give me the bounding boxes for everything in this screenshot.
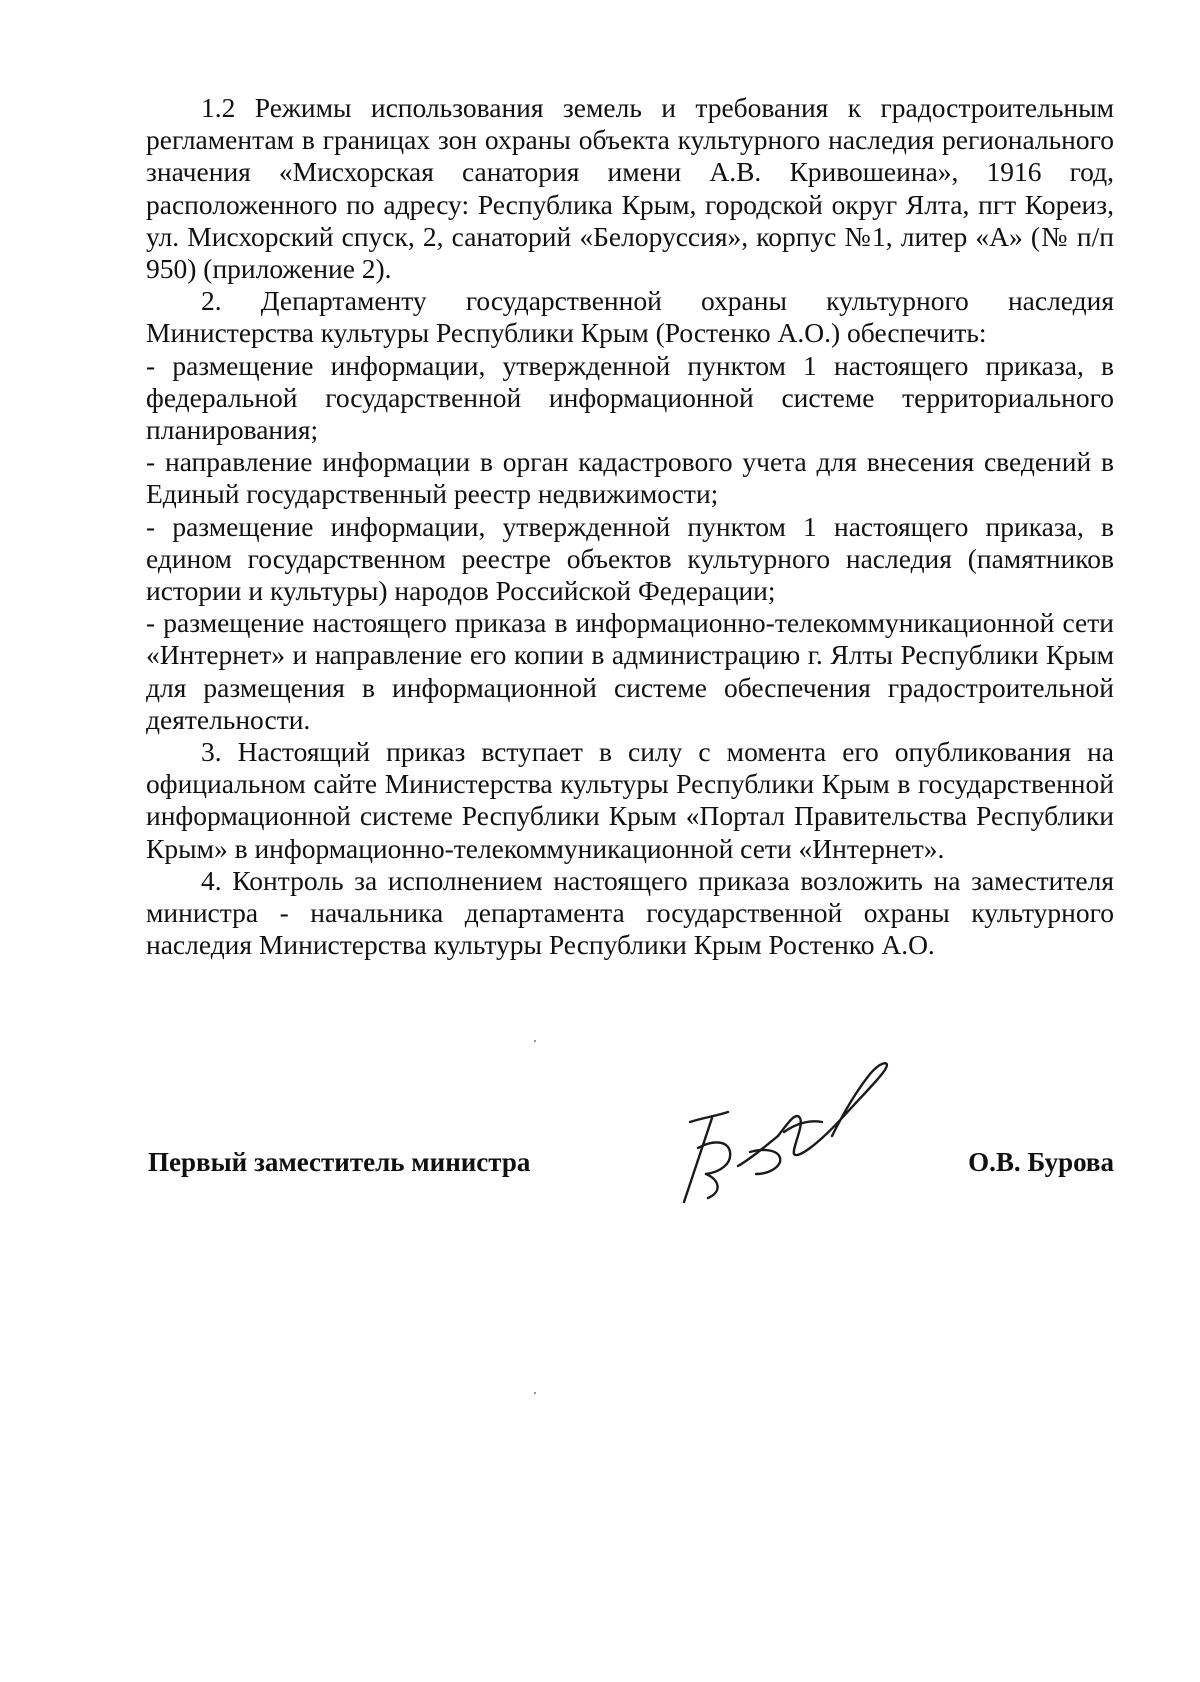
list-item-cadastral-registry: - направление информации в орган кадастрового учета для внесения сведений в Единый государственный реестр недвижимости; [146,446,1114,510]
scan-speck [534,1040,536,1042]
paragraph-1-2-land-use-regimes: 1.2 Режимы использования земель и требования к градостроительным регламентам в границах зон охраны объекта культурного наследия регионального значения «Мисхорская санатория имени А.В. Кривошеина», 1916 год, расположенного по адресу: Республика Крым, городской округ Ялта, пгт Кореиз, ул. Мисхорский спуск, 2, санаторий «Белоруссия», корпус №1, литер «А» (№ п/п 950) (приложение 2). [146,92,1114,285]
paragraph-4-control: 4. Контроль за исполнением настоящего приказа возложить на заместителя министра - начальника департамента государственной охраны культурного наследия Министерства культуры Республики Крым Ростенко А.О. [146,864,1114,961]
list-item-internet-publication: - размещение настоящего приказа в информационно-телекоммуникационной сети «Интернет» и направление его копии в администрацию г. Ялты Республики Крым для размещения в информационной системе обеспечения градостроительной деятельности. [146,607,1114,735]
list-item-heritage-registry: - размещение информации, утвержденной пунктом 1 настоящего приказа, в едином государственном реестре объектов культурного наследия (памятников истории и культуры) народов Российской Федерации; [146,510,1114,607]
document-body [146,92,1114,961]
signatory-position: Первый заместитель министра [148,1147,531,1177]
paragraph-3-entry-into-force: 3. Настоящий приказ вступает в силу с момента его опубликования на официальном сайте Министерства культуры Республики Крым в государственной информационной системе Республики Крым «Портал Правительства Республики Крым» в информационно-телекоммуникационной сети «Интернет». [146,736,1114,864]
list-item-fgis-placement: - размещение информации, утвержденной пунктом 1 настоящего приказа, в федеральной государственной информационной системе территориального планирования; [146,349,1114,446]
signature-block [146,1146,1114,1196]
signatory-name: О.В. Бурова [968,1147,1114,1177]
handwritten-signature-icon [672,1040,912,1205]
scan-speck [534,1392,536,1394]
paragraph-2-department-instruction: 2. Департаменту государственной охраны культурного наследия Министерства культуры Республики Крым (Ростенко А.О.) обеспечить: [146,285,1114,349]
